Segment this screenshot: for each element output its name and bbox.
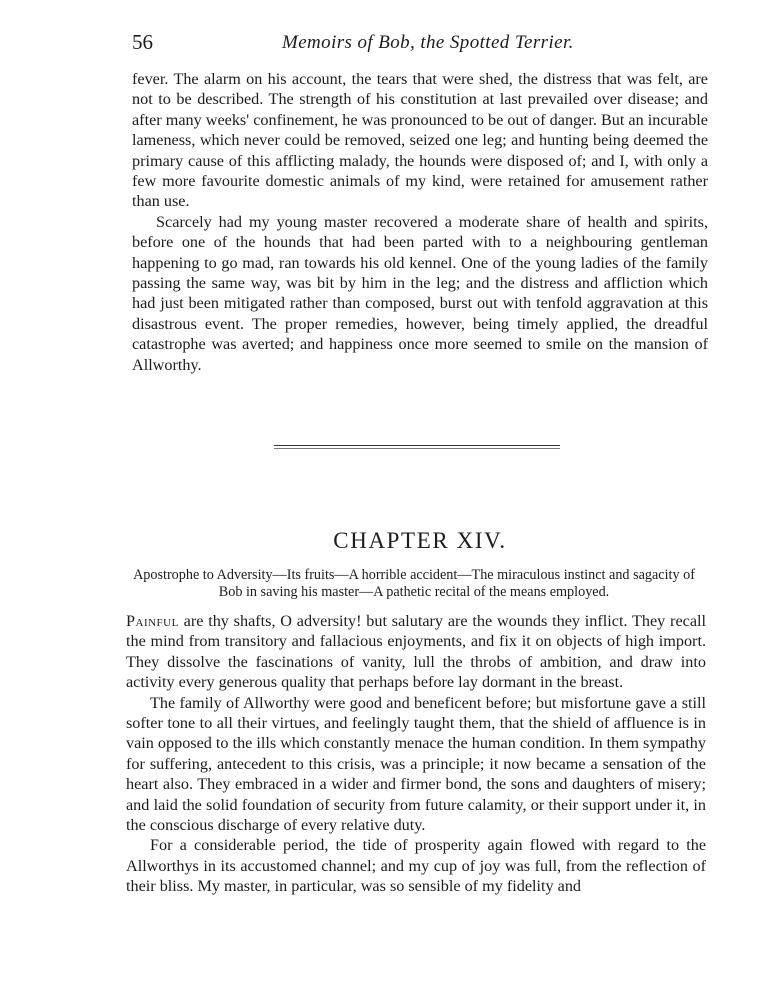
paragraph: Scarcely had my young master recovered a moderate share of health and spirits, before one of the hounds that had been parted with to a neighbouring gentleman happening to go mad, ran towards his old kennel. One of the young ladies of the family passing the same way, was bit by him in the leg; and the distress and affliction which had just been mitigated rather than composed, burst out with tenfold aggravation at this disastrous event. The proper remedies, however, being timely applied, the dreadful catastrophe was averted; and happiness once more seemed to smile on the mansion of Allworthy. (132, 212, 708, 374)
chapter-text (126, 611, 706, 897)
paragraph: The family of Allworthy were good and beneficent before; but misfortune gave a still softer tone to all their virtues, and feelingly taught them, that the shield of affluence is in vain opposed to the ills which constantly menace the human condition. In them sympathy for suffering, antecedent to this crisis, was a principle; it now became a sensation of the heart also. They embraced in a wider and firmer bond, the sons and daughters of misery; and laid the solid foundation of security from future calamity, or their support under it, in the conscious discharge of every relative duty. (126, 693, 706, 835)
running-head (132, 30, 710, 60)
page-number: 56 (132, 30, 153, 54)
running-title: Memoirs of Bob, the Spotted Terrier. (282, 32, 574, 53)
continued-text (132, 69, 708, 375)
opening-word: Painful (126, 612, 179, 630)
paragraph: fever. The alarm on his account, the tears that were shed, the distress that was felt, are not to be described. The strength of his constitution at last prevailed over disease; and after many weeks' confinement, he was pronounced to be out of danger. But an incurable lameness, which never could be removed, seized one leg; and hunting being deemed the primary cause of this afflicting malady, the hounds were disposed of; and I, with only a few more favourite domestic animals of my kind, were retained for amusement rather than use. (132, 70, 708, 211)
chapter-heading: CHAPTER XIV. (333, 528, 507, 553)
paragraph (126, 611, 706, 693)
paragraph: For a considerable period, the tide of prosperity again flowed with regard to the Allworthys in its accustomed channel; and my cup of joy was full, from the reflection of their bliss. My master, in particular, was so sensible of my fidelity and (126, 836, 706, 896)
section-divider-rule (274, 445, 560, 446)
paragraph-text: are thy shafts, O adversity! but salutary are the wounds they inflict. They recall the mind from transitory and fallacious enjoyments, and fix it on objects of high import. They dissolve the fascinations of vanity, lull the throbs of ambition, and draw into activity every generous quality that perhaps before lay dormant in the breast. (126, 612, 706, 692)
chapter-synopsis: Apostrophe to Adversity—Its fruits—A horrible accident—The miraculous instinct and sagacity of Bob in saving his master—A pathetic recital of the means employed. (133, 567, 695, 600)
